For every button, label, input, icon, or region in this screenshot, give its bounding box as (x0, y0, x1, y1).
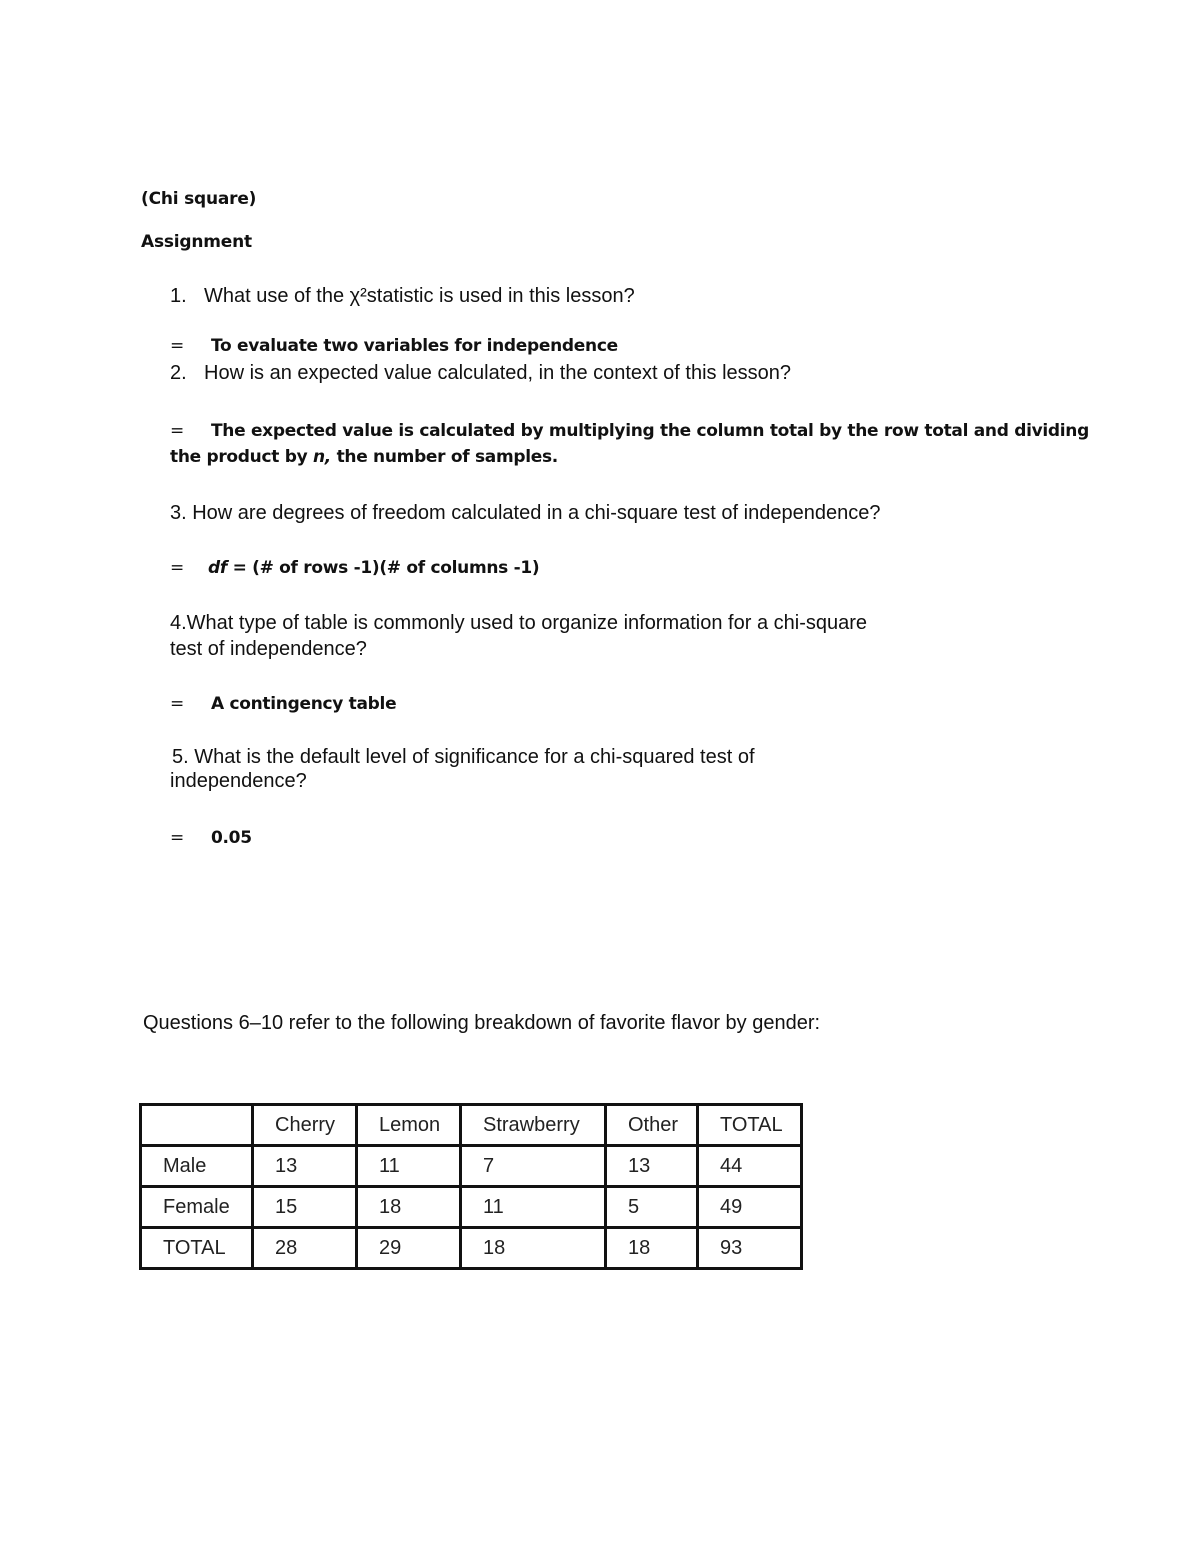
answer-1-marker: = (170, 336, 185, 356)
question-2-number: 2. (170, 362, 187, 384)
table-row (141, 1228, 802, 1269)
answer-3-marker: = (170, 558, 185, 578)
table-header-cell: Lemon (357, 1105, 461, 1146)
answer-2-marker: = (170, 421, 185, 441)
question-1-number: 1. (170, 285, 187, 307)
table-row (141, 1187, 802, 1228)
table-row-label: Female (141, 1187, 253, 1228)
table-cell: 15 (253, 1187, 357, 1228)
question-1-text: What use of the χ²statistic is used in this lesson? (204, 285, 635, 307)
table-cell: 5 (606, 1187, 698, 1228)
answer-2-text-a: the product by (170, 447, 313, 467)
table-header-row (141, 1105, 802, 1146)
question-5-line-1: 5. What is the default level of significance for a chi-squared test of (172, 746, 755, 768)
table-cell: 7 (461, 1146, 606, 1187)
assignment-heading: Assignment (141, 232, 252, 252)
table-cell: 18 (461, 1228, 606, 1269)
answer-2-line-1: The expected value is calculated by multiplying the column total by the row total and dividing (211, 421, 1089, 441)
table-header-cell (141, 1105, 253, 1146)
table-row-label: Male (141, 1146, 253, 1187)
question-4-line-2: test of independence? (170, 638, 367, 660)
table-cell: 11 (357, 1146, 461, 1187)
question-4-line-1: 4.What type of table is commonly used to organize information for a chi-square (170, 612, 868, 634)
table-row-label: TOTAL (141, 1228, 253, 1269)
table-cell: 93 (698, 1228, 802, 1269)
table-cell: 44 (698, 1146, 802, 1187)
table-cell: 18 (357, 1187, 461, 1228)
answer-3-df: df = (208, 558, 247, 578)
table-cell: 13 (606, 1146, 698, 1187)
answer-4-marker: = (170, 694, 185, 714)
table-cell: 49 (698, 1187, 802, 1228)
table-header-cell: Other (606, 1105, 698, 1146)
table-header-cell: TOTAL (698, 1105, 802, 1146)
table-intro: Questions 6–10 refer to the following breakdown of favorite flavor by gender: (143, 1012, 821, 1034)
answer-2-text-b: the number of samples. (330, 447, 558, 467)
table-cell: 11 (461, 1187, 606, 1228)
answer-4: A contingency table (211, 694, 397, 714)
table-header-cell: Strawberry (461, 1105, 606, 1146)
answer-3-formula: (# of rows -1)(# of columns -1) (246, 558, 540, 578)
table-header-cell: Cherry (253, 1105, 357, 1146)
table-row (141, 1146, 802, 1187)
answer-5: 0.05 (211, 828, 252, 848)
answer-1: To evaluate two variables for independence (211, 336, 618, 356)
answer-3 (208, 558, 539, 578)
table-cell: 13 (253, 1146, 357, 1187)
question-2-text: How is an expected value calculated, in the context of this lesson? (204, 362, 792, 384)
answer-2-line-2 (170, 447, 558, 467)
table-cell: 29 (357, 1228, 461, 1269)
question-3: 3. How are degrees of freedom calculated in a chi-square test of independence? (170, 502, 881, 524)
question-1 (170, 285, 635, 308)
flavor-gender-table (139, 1103, 803, 1270)
answer-5-marker: = (170, 828, 185, 848)
question-5-line-2: independence? (170, 770, 307, 792)
answer-2-italic-n: n, (312, 447, 331, 467)
document-title: (Chi square) (141, 189, 257, 209)
question-2 (170, 362, 791, 385)
table-cell: 18 (606, 1228, 698, 1269)
table-cell: 28 (253, 1228, 357, 1269)
